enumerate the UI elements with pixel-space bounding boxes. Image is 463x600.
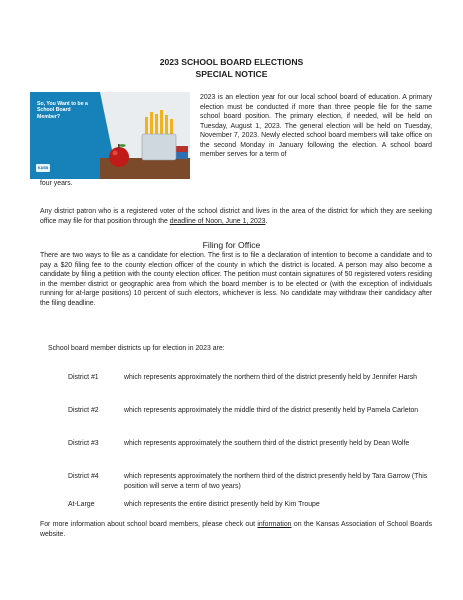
hero-headline: So, You Want to be a School Board Member? — [37, 101, 88, 120]
intro-paragraph: 2023 is an election year for our local school board of education. A primary election must be conducted if more than three people file for the same school board position. The primary election, if needed, will be held on Tuesday, August 1, 2023. The general election will be held on Tuesday, November 7, 2023. Newly elected school board members will take office on the second Monday in January following the election. A school board member serves for a term of — [200, 94, 432, 158]
hero-image — [30, 92, 190, 179]
district-description: which represents approximately the northern third of the district presently held by Tara Garrow (This position will serve a term of two years) — [124, 473, 428, 490]
footer-text-end: on the Kansas Association of School Boards website. — [40, 521, 433, 538]
information-link[interactable]: information — [257, 521, 292, 528]
eligibility-text: Any district patron who is a registered voter of the school district and lives in the area of the district for which they are seeking office may file for that position through the — [40, 208, 432, 225]
intro-tail: four years. — [40, 180, 73, 187]
district-name: District #2 — [68, 407, 99, 414]
district-name: District #4 — [68, 473, 99, 480]
eligibility-end: . — [265, 217, 268, 225]
filing-deadline: deadline of Noon, June 1, 2023 — [169, 217, 266, 225]
district-name: District #3 — [68, 440, 99, 447]
notice-title: 2023 SCHOOL BOARD ELECTIONS — [159, 57, 304, 67]
district-description: which represents approximately the southern third of the district presently held by Dean Wolfe — [124, 440, 410, 447]
district-description: which represents approximately the middle third of the district presently held by Pamela Carleton — [124, 407, 419, 414]
districts-intro: School board member districts up for election in 2023 are: — [48, 345, 225, 352]
district-name: At-Large — [68, 501, 95, 508]
district-description: which represents approximately the northern third of the district presently held by Jennifer Harsh — [124, 374, 417, 381]
filing-paragraph: There are two ways to file as a candidate for election. The first is to file a declaration of intention to become a candidate and to pay a $20 filing fee to the county election officer of the county in which the district is located. A person may also become a candidate by filing a petition with the county election officer. The petition must contain signatures of 50 registered voters residing in the member district or geographic area from which the board member is to be elected or (with the exception of individuals running for at-large positions) 10 percent of such electors, whichever is less. No candidate may withdraw their candidacy after the filing deadline. — [40, 252, 432, 307]
notice-subtitle: SPECIAL NOTICE — [195, 69, 268, 79]
filing-heading: Filing for Office — [202, 240, 261, 250]
hero-logo-text: KASB — [37, 166, 49, 170]
district-description: which represents the entire district presently held by Kim Troupe — [124, 501, 320, 508]
district-name: District #1 — [68, 374, 99, 381]
eligibility-paragraph — [40, 207, 432, 226]
footer-text-start: For more information about school board members, please check out — [40, 521, 255, 528]
footer-paragraph — [40, 520, 432, 539]
